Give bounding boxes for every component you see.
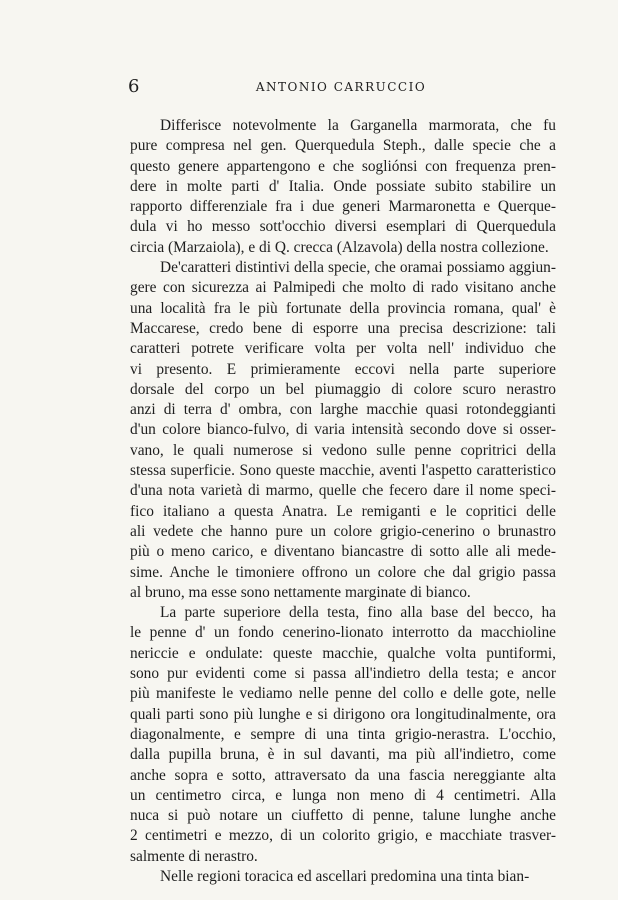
- text-line: gere con sicurezza ai Palmipedi che molto di rado visitano anche: [130, 279, 556, 297]
- text-line: ali vedete che hanno pure un colore grigio-cenerino o brunastro: [130, 522, 556, 540]
- text-line: fico italiano a questa Anatra. Le remiganti e le copritici delle: [130, 502, 556, 520]
- body-text: [130, 116, 556, 887]
- text-line: sono pur evidenti come si passa all'indietro della testa; e ancor: [130, 665, 556, 683]
- text-line: 2 centimetri e mezzo, di un colorito grigio, e macchiate trasver-: [130, 827, 556, 845]
- text-line: Maccarese, credo bene di esporre una precisa descrizione: tali: [130, 319, 556, 337]
- text-line: rapporto differenziale fra i due generi Marmaronetta e Querque-: [130, 198, 556, 216]
- text-line: nericcie e ondulate: queste macchie, qualche volta puntiformi,: [130, 644, 556, 662]
- text-line: una località fra le più fortunate della provincia romana, qual' è: [130, 299, 556, 317]
- text-line: anche sopra e sotto, attraversato da una fascia nereggiante alta: [130, 766, 556, 784]
- text-line: pure compresa nel gen. Querquedula Steph., dalle specie che a: [130, 137, 556, 155]
- text-line: dorsale del corpo un bel piumaggio di colore scuro nerastro: [130, 380, 556, 398]
- text-line: d'un colore bianco-fulvo, di varia intensità secondo dove si osser-: [130, 421, 556, 439]
- text-line: vano, le quali numerose si vedono sulle penne copritrici della: [130, 441, 556, 459]
- text-line: Nelle regioni toracica ed ascellari predomina una tinta bian-: [160, 867, 530, 885]
- text-line: sime. Anche le timoniere offrono un colore che dal grigio passa: [130, 563, 556, 581]
- text-line: questo genere appartengono e che sogliónsi con frequenza pren-: [130, 157, 556, 175]
- text-line: La parte superiore della testa, fino alla base del becco, ha: [160, 604, 556, 622]
- text-line: De'caratteri distintivi della specie, che oramai possiamo aggiun-: [160, 259, 556, 277]
- page-header: [128, 76, 554, 102]
- text-line: dalla pupilla bruna, è in sul davanti, ma più all'indietro, come: [130, 746, 556, 764]
- text-line: caratteri potrete verificare volta per volta nell' individuo che: [130, 340, 556, 358]
- text-line: diagonalmente, e sempre di una tinta grigio-nerastra. L'occhio,: [130, 725, 556, 743]
- text-line: stessa superficie. Sono queste macchie, aventi l'aspetto caratteristico: [130, 462, 556, 480]
- text-line: dula vi ho messo sott'occhio diversi esemplari di Querquedula: [130, 218, 556, 236]
- text-line: vi presento. E primieramente eccovi nella parte superiore: [130, 360, 556, 378]
- text-line: al bruno, ma esse sono nettamente marginate di bianco.: [130, 583, 471, 601]
- text-line: d'una nota varietà di marmo, quelle che fecero dare il nome speci-: [130, 482, 556, 500]
- page-number: 6: [128, 76, 140, 97]
- running-head: ANTONIO CARRUCCIO: [255, 80, 427, 94]
- text-line: dere in molte parti d' Italia. Onde possiate subito stabilire un: [130, 177, 556, 195]
- text-line: salmente di nerastro.: [130, 847, 258, 865]
- text-line: più manifeste le vediamo nelle penne del collo e delle gote, nelle: [130, 685, 556, 703]
- text-line: anzi di terra d' ombra, con larghe macchie quasi rotondeggianti: [130, 401, 556, 419]
- text-line: Differisce notevolmente la Garganella marmorata, che fu: [160, 117, 556, 134]
- text-line: circia (Marzaiola), e di Q. crecca (Alzavola) della nostra collezione.: [130, 238, 549, 256]
- text-line: le penne d' un fondo cenerino-lionato interrotto da macchioline: [130, 624, 556, 642]
- text-line: nuca si può notare un ciuffetto di penne, talune lunghe anche: [130, 807, 556, 825]
- text-line: un centimetro circa, e lunga non meno di 4 centimetri. Alla: [130, 786, 556, 804]
- text-line: quali parti sono più lunghe e si dirigono ora longitudinalmente, ora: [130, 705, 556, 723]
- text-line: più o meno carico, e diventano biancastre di sotto alle ali mede-: [130, 543, 556, 561]
